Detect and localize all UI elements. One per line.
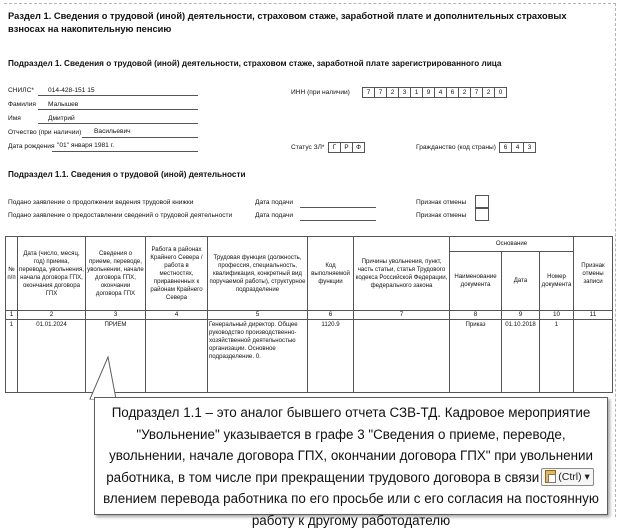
citizenship-digit: 6 <box>499 142 512 153</box>
status-cells <box>329 142 365 153</box>
callout-text <box>97 402 605 532</box>
row-doc-name: Приказ <box>450 320 502 393</box>
status-letter: Ф <box>352 142 365 153</box>
col-number: 2 <box>18 311 86 320</box>
name-label: Имя <box>8 115 21 122</box>
status-label: Статус ЗЛ* <box>291 144 325 151</box>
dob-underline <box>52 151 198 152</box>
inn-digit: 9 <box>422 87 435 98</box>
col-number: 5 <box>208 311 308 320</box>
row-event: ПРИЕМ <box>86 320 146 393</box>
citizenship-digit: 4 <box>511 142 524 153</box>
citizenship-label: Гражданство (код страны) <box>416 144 496 151</box>
inn-digit: 1 <box>410 87 423 98</box>
header-north: Работа в районах Крайнего Севера / работа в местностях, приравненных к районам Крайнего Севера <box>146 237 208 311</box>
continue-date-label: Дата подачи <box>255 199 294 206</box>
provide-date-label: Дата подачи <box>255 212 294 219</box>
dob-label: Дата рождения <box>8 143 55 150</box>
col-number: 10 <box>540 311 574 320</box>
continue-cancel-box <box>475 195 489 208</box>
inn-digit: 3 <box>398 87 411 98</box>
patronymic-value: Васильевич <box>94 128 131 135</box>
snils-label: СНИЛС* <box>8 87 34 94</box>
header-function: Трудовая функция (должность, профессия, специальность, квалификация, конкретный вид поручаемой работы), структурное подразделение <box>208 237 308 311</box>
continue-application-label: Подано заявление о продолжении ведения трудовой книжки <box>8 199 194 206</box>
header-code: Код выполняемой функции <box>308 237 354 311</box>
inn-digit: 7 <box>362 87 375 98</box>
inn-digit: 2 <box>482 87 495 98</box>
provide-cancel-box <box>475 208 489 221</box>
subsection-title: Подраздел 1. Сведения о трудовой (иной) деятельности, страховом стаже, заработной плате зарегистрированного лица <box>8 59 502 68</box>
header-doc-name: Наименование документа <box>450 252 502 311</box>
clipboard-icon <box>545 470 556 483</box>
snils-underline <box>38 95 198 96</box>
chevron-down-icon: ▾ <box>584 471 590 484</box>
row-num: 1 <box>6 320 18 393</box>
row-north <box>146 320 208 393</box>
row-doc-date: 01.10.2018 <box>502 320 540 393</box>
inn-digit: 7 <box>374 87 387 98</box>
continue-cancel-label: Признак отмены <box>416 199 467 206</box>
surname-underline <box>38 109 198 110</box>
header-date: Дата (число, месяц, год) приема, перевода, увольнения, начала договора ГПХ, окончания договора ГПХ <box>18 237 86 311</box>
inn-digit: 7 <box>470 87 483 98</box>
inn-digit: 2 <box>458 87 471 98</box>
name-value: Дмитрий <box>48 115 75 122</box>
col-number: 8 <box>450 311 502 320</box>
col-number: 9 <box>502 311 540 320</box>
inn-cells <box>363 87 507 98</box>
row-date: 01.01.2024 <box>18 320 86 393</box>
paste-options-button[interactable] <box>541 468 594 486</box>
snils-value: 014-428-151 15 <box>48 87 95 94</box>
header-reasons: Причины увольнения, пункт, часть статьи, статья Трудового кодекса Российской Федерации, федерального закона <box>354 237 450 311</box>
col-number: 7 <box>354 311 450 320</box>
subsection-11-title: Подраздел 1.1. Сведения о трудовой (иной) деятельности <box>8 170 246 179</box>
header-basis: Основание <box>450 237 574 252</box>
patronymic-label: Отчество (при наличии) <box>8 129 82 136</box>
patronymic-underline <box>82 137 198 138</box>
row-cancel <box>574 320 613 393</box>
inn-label: ИНН (при наличии) <box>291 89 350 96</box>
name-underline <box>38 123 198 124</box>
citizenship-digit: 3 <box>523 142 536 153</box>
callout-text-before: Подраздел 1.1 – это аналог бывшего отчета СЗВ-ТД. Кадровое мероприятие "Увольнение" указывается в графе 3 "Сведения о приеме, переводе, увольнении, начале договора ГПХ, окончании договора ГПХ" при увольнении работника, в том числе при прекращении трудового договора в связи <box>106 405 593 485</box>
inn-digit: 4 <box>434 87 447 98</box>
col-number: 6 <box>308 311 354 320</box>
paste-options-label: (Ctrl) <box>558 471 582 484</box>
inn-digit: 6 <box>446 87 459 98</box>
provide-date-underline <box>300 220 376 221</box>
header-cancel: Признак отмены записи <box>574 237 613 311</box>
header-num: № п/п <box>6 237 18 311</box>
citizenship-cells <box>500 142 536 153</box>
provide-cancel-label: Признак отмены <box>416 212 467 219</box>
provide-application-label: Подано заявление о предоставлении сведений о трудовой деятельности <box>8 212 233 219</box>
row-code: 1120.9 <box>308 320 354 393</box>
row-function: Генеральный директор. Общее руководство производственно-хозяйственной деятельностью организации. Основное подразделение. 0. <box>208 320 308 393</box>
continue-date-underline <box>300 207 376 208</box>
col-number: 11 <box>574 311 613 320</box>
callout-text-after: влением перевода работника по его просьбе или с его согласия на постоянную работу к другому работодателю <box>103 491 599 528</box>
row-reasons <box>354 320 450 393</box>
header-event: Сведения о приеме, переводе, увольнении, начале договора ГПХ, окончании договора ГПХ <box>86 237 146 311</box>
col-number: 1 <box>6 311 18 320</box>
col-number: 4 <box>146 311 208 320</box>
header-doc-date: Дата <box>502 252 540 311</box>
header-doc-num: Номер документа <box>540 252 574 311</box>
col-number: 3 <box>86 311 146 320</box>
surname-label: Фамилия <box>8 101 36 108</box>
callout-box <box>94 397 608 528</box>
status-letter: Г <box>328 142 341 153</box>
row-doc-num: 1 <box>540 320 574 393</box>
inn-digit: 0 <box>494 87 507 98</box>
surname-value: Малышев <box>48 101 79 108</box>
inn-digit: 2 <box>386 87 399 98</box>
section-title: Раздел 1. Сведения о трудовой (иной) деятельности, страховом стаже, заработной плате и дополнительных страховых взносах на накопительную пенсию <box>8 11 567 34</box>
dob-value: "01" января 1981 г. <box>57 142 115 149</box>
status-letter: Р <box>340 142 353 153</box>
